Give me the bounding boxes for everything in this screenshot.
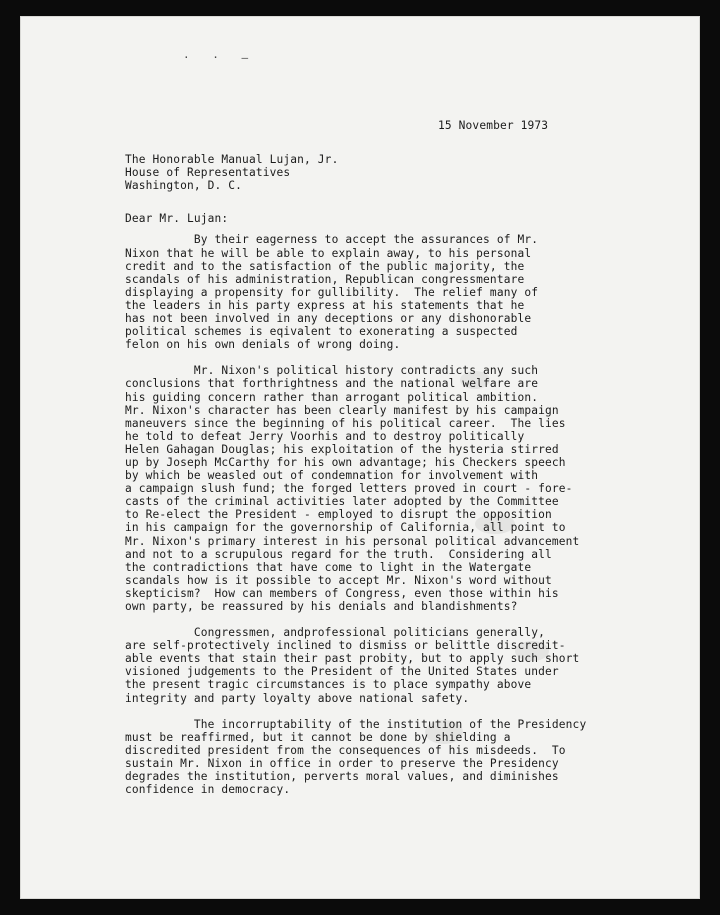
text-line: confidence in democracy.: [125, 783, 291, 797]
text-line: Mr. Nixon's character has been clearly manifest by his campaign: [125, 403, 559, 417]
text-line: the present tragic circumstances is to place sympathy above: [125, 678, 532, 692]
text-line: maneuvers since the beginning of his political career. The lies: [125, 416, 566, 430]
text-line: the contradictions that have come to light in the Watergate: [125, 560, 532, 574]
text-line: his guiding concern rather than arrogant political ambition.: [125, 390, 539, 404]
text-line: By their eagerness to accept the assurances of Mr.: [125, 233, 539, 247]
text-line: scandals how is it possible to accept Mr. Nixon's word without: [125, 573, 552, 587]
text-line: credit and to the satisfaction of the public majority, the: [125, 259, 525, 273]
text-line: felon on his own denials of wrong doing.: [125, 338, 401, 352]
letter-body: [125, 119, 685, 809]
recipient-address: [125, 153, 685, 192]
text-line: the leaders in his party express at his statements that he: [125, 298, 525, 312]
text-line: Mr. Nixon's primary interest in his personal political advancement: [125, 534, 580, 548]
text-line: in his campaign for the governorship of California, all point to: [125, 521, 566, 535]
text-line: scandals of his administration, Republican congressmentare: [125, 272, 525, 286]
text-line: displaying a propensity for gullibility. The relief many of: [125, 285, 539, 299]
text-line: Helen Gahagan Douglas; his exploitation of the hysteria stirred: [125, 442, 559, 456]
text-line: conclusions that forthrightness and the national welfare are: [125, 377, 539, 391]
paragraph-2: [125, 364, 685, 613]
text-line: Mr. Nixon's political history contradicts any such: [125, 364, 539, 378]
text-line: The incorruptability of the institution of the Presidency: [125, 717, 587, 731]
letter-date: 15 November 1973: [438, 119, 549, 132]
text-line: a campaign slush fund; the forged letters proved in court - fore-: [125, 482, 573, 496]
paragraph-4: [125, 718, 685, 797]
top-stray-marks: · · ‒: [183, 51, 257, 64]
text-line: integrity and party loyalty above national safety.: [125, 691, 470, 705]
letter-page: [20, 16, 700, 899]
text-line: by which be weasled out of condemnation for involvement with: [125, 469, 539, 483]
paragraph-1: [125, 233, 685, 351]
text-line: must be reaffirmed, but it cannot be done by shielding a: [125, 730, 511, 744]
text-line: he told to defeat Jerry Voorhis and to destroy politically: [125, 429, 525, 443]
address-line: Washington, D. C.: [125, 179, 243, 193]
text-line: own party, be reassured by his denials and blandishments?: [125, 600, 518, 613]
text-line: discredited president from the consequences of his misdeeds. To: [125, 743, 566, 757]
text-line: Nixon that he will be able to explain away, to his personal: [125, 246, 532, 260]
address-line: House of Representatives: [125, 166, 291, 180]
text-line: up by Joseph McCarthy for his own advantage; his Checkers speech: [125, 455, 566, 469]
text-line: to Re-elect the President - employed to disrupt the opposition: [125, 508, 552, 522]
text-line: has not been involved in any deceptions or any dishonorable: [125, 312, 532, 326]
paragraph-3: [125, 626, 685, 705]
text-line: degrades the institution, perverts moral values, and diminishes: [125, 770, 559, 784]
salutation: Dear Mr. Lujan:: [125, 212, 229, 226]
text-line: and not to a scrupulous regard for the truth. Considering all: [125, 547, 552, 561]
text-line: political schemes is eqivalent to exonerating a suspected: [125, 325, 518, 339]
text-line: are self-protectively inclined to dismiss or belittle discredit-: [125, 639, 566, 653]
text-line: visioned judgements to the President of the United States under: [125, 665, 559, 679]
text-line: Congressmen, andprofessional politicians generally,: [125, 626, 546, 640]
address-line: The Honorable Manual Lujan, Jr.: [125, 153, 339, 167]
text-line: casts of the criminal activities later adopted by the Committee: [125, 495, 559, 509]
text-line: skepticism? How can members of Congress, even those within his: [125, 586, 559, 600]
text-line: sustain Mr. Nixon in office in order to preserve the Presidency: [125, 756, 559, 770]
text-line: able events that stain their past probity, but to apply such short: [125, 652, 580, 666]
